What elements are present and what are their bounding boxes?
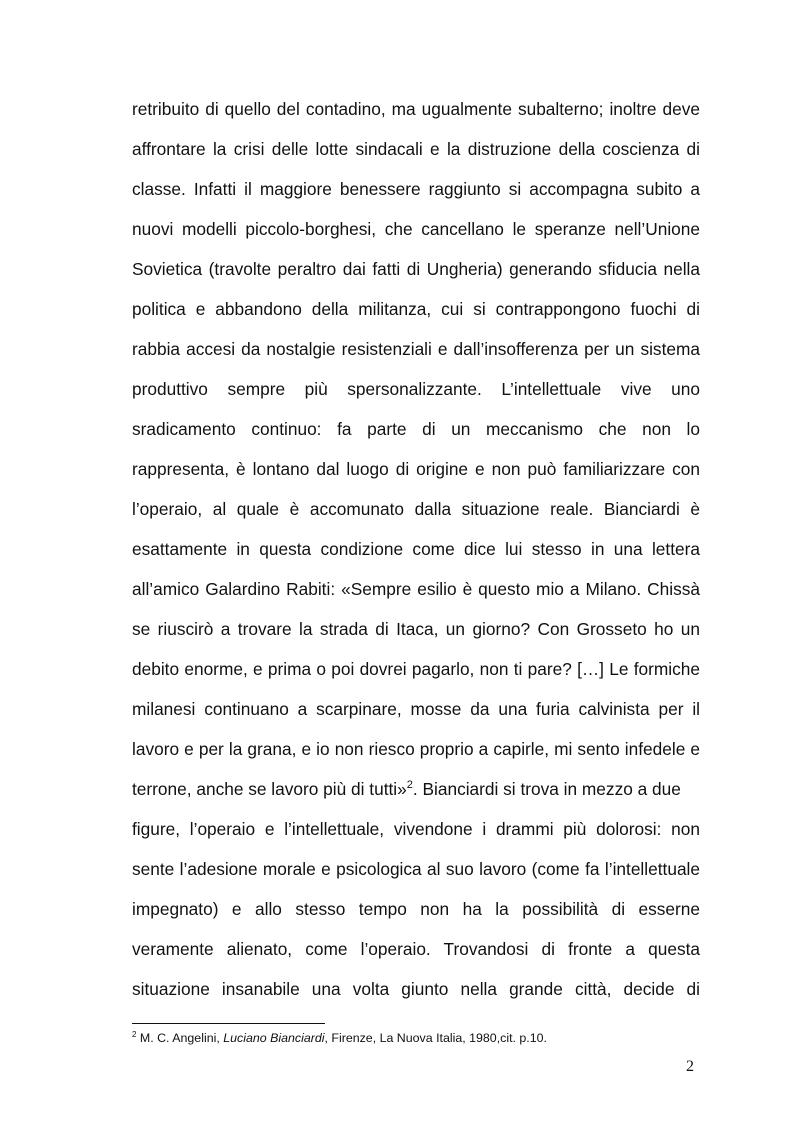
text-line: retribuito di quello del contadino, ma ugualmente subalterno; inoltre deve [132, 99, 700, 119]
text-line: rabbia accesi da nostalgie resistenziali e dall’insofferenza per un sistema [132, 339, 700, 359]
footnote [132, 1030, 700, 1046]
footnote-separator [132, 1023, 325, 1024]
footnote-reference[interactable]: 2 [406, 779, 413, 792]
sentence-continuation: . Bianciardi si trova in mezzo a due [412, 779, 681, 799]
text-line: veramente alienato, come l’operaio. Trovandosi di fronte a questa [132, 939, 700, 959]
footnote-number: 2 [132, 1029, 137, 1039]
text-line: sradicamento continuo: fa parte di un meccanismo che non lo [132, 419, 700, 439]
text-line: impegnato) e allo stesso tempo non ha la possibilità di esserne [132, 899, 700, 919]
quote-end-text: terrone, anche se lavoro più di tutti» [132, 779, 407, 799]
text-line: politica e abbandono della militanza, cui si contrappongono fuochi di [132, 299, 700, 319]
text-line: figure, l’operaio e l’intellettuale, vivendone i drammi più dolorosi: non [132, 819, 700, 839]
text-line: sente l’adesione morale e psicologica al suo lavoro (come fa l’intellettuale [132, 859, 700, 879]
text-line: produttivo sempre più spersonalizzante. L’intellettuale vive uno [132, 379, 700, 399]
footnote-text-after: , Firenze, La Nuova Italia, 1980,cit. p.10. [324, 1031, 547, 1045]
text-line-with-footnote-ref [132, 769, 700, 809]
text-line: Sovietica (travolte peraltro dai fatti di Ungheria) generando sfiducia nella [132, 259, 700, 279]
text-line: nuovi modelli piccolo-borghesi, che cancellano le speranze nell’Unione [132, 219, 700, 239]
text-line: se riuscirò a trovare la strada di Itaca, un giorno? Con Grosseto ho un [132, 619, 700, 639]
text-line: esattamente in questa condizione come dice lui stesso in una lettera [132, 539, 700, 559]
text-line: classe. Infatti il maggiore benessere raggiunto si accompagna subito a [132, 179, 700, 199]
text-line: rappresenta, è lontano dal luogo di origine e non può familiarizzare con [132, 459, 700, 479]
footnote-title: Luciano Bianciardi [223, 1031, 325, 1045]
footnote-text-before: M. C. Angelini, [136, 1031, 224, 1045]
text-line: debito enorme, e prima o poi dovrei pagarlo, non ti pare? […] Le formiche [132, 659, 700, 679]
body-text [132, 89, 700, 1009]
text-line: l’operaio, al quale è accomunato dalla situazione reale. Bianciardi è [132, 499, 700, 519]
text-line: lavoro e per la grana, e io non riesco proprio a capirle, mi sento infedele e [132, 739, 700, 759]
text-line: all’amico Galardino Rabiti: «Sempre esilio è questo mio a Milano. Chissà [132, 579, 700, 599]
text-line: milanesi continuano a scarpinare, mosse da una furia calvinista per il [132, 699, 700, 719]
text-line: affrontare la crisi delle lotte sindacali e la distruzione della coscienza di [132, 139, 700, 159]
text-line: situazione insanabile una volta giunto nella grande città, decide di [132, 979, 700, 999]
page-number: 2 [686, 1058, 694, 1075]
